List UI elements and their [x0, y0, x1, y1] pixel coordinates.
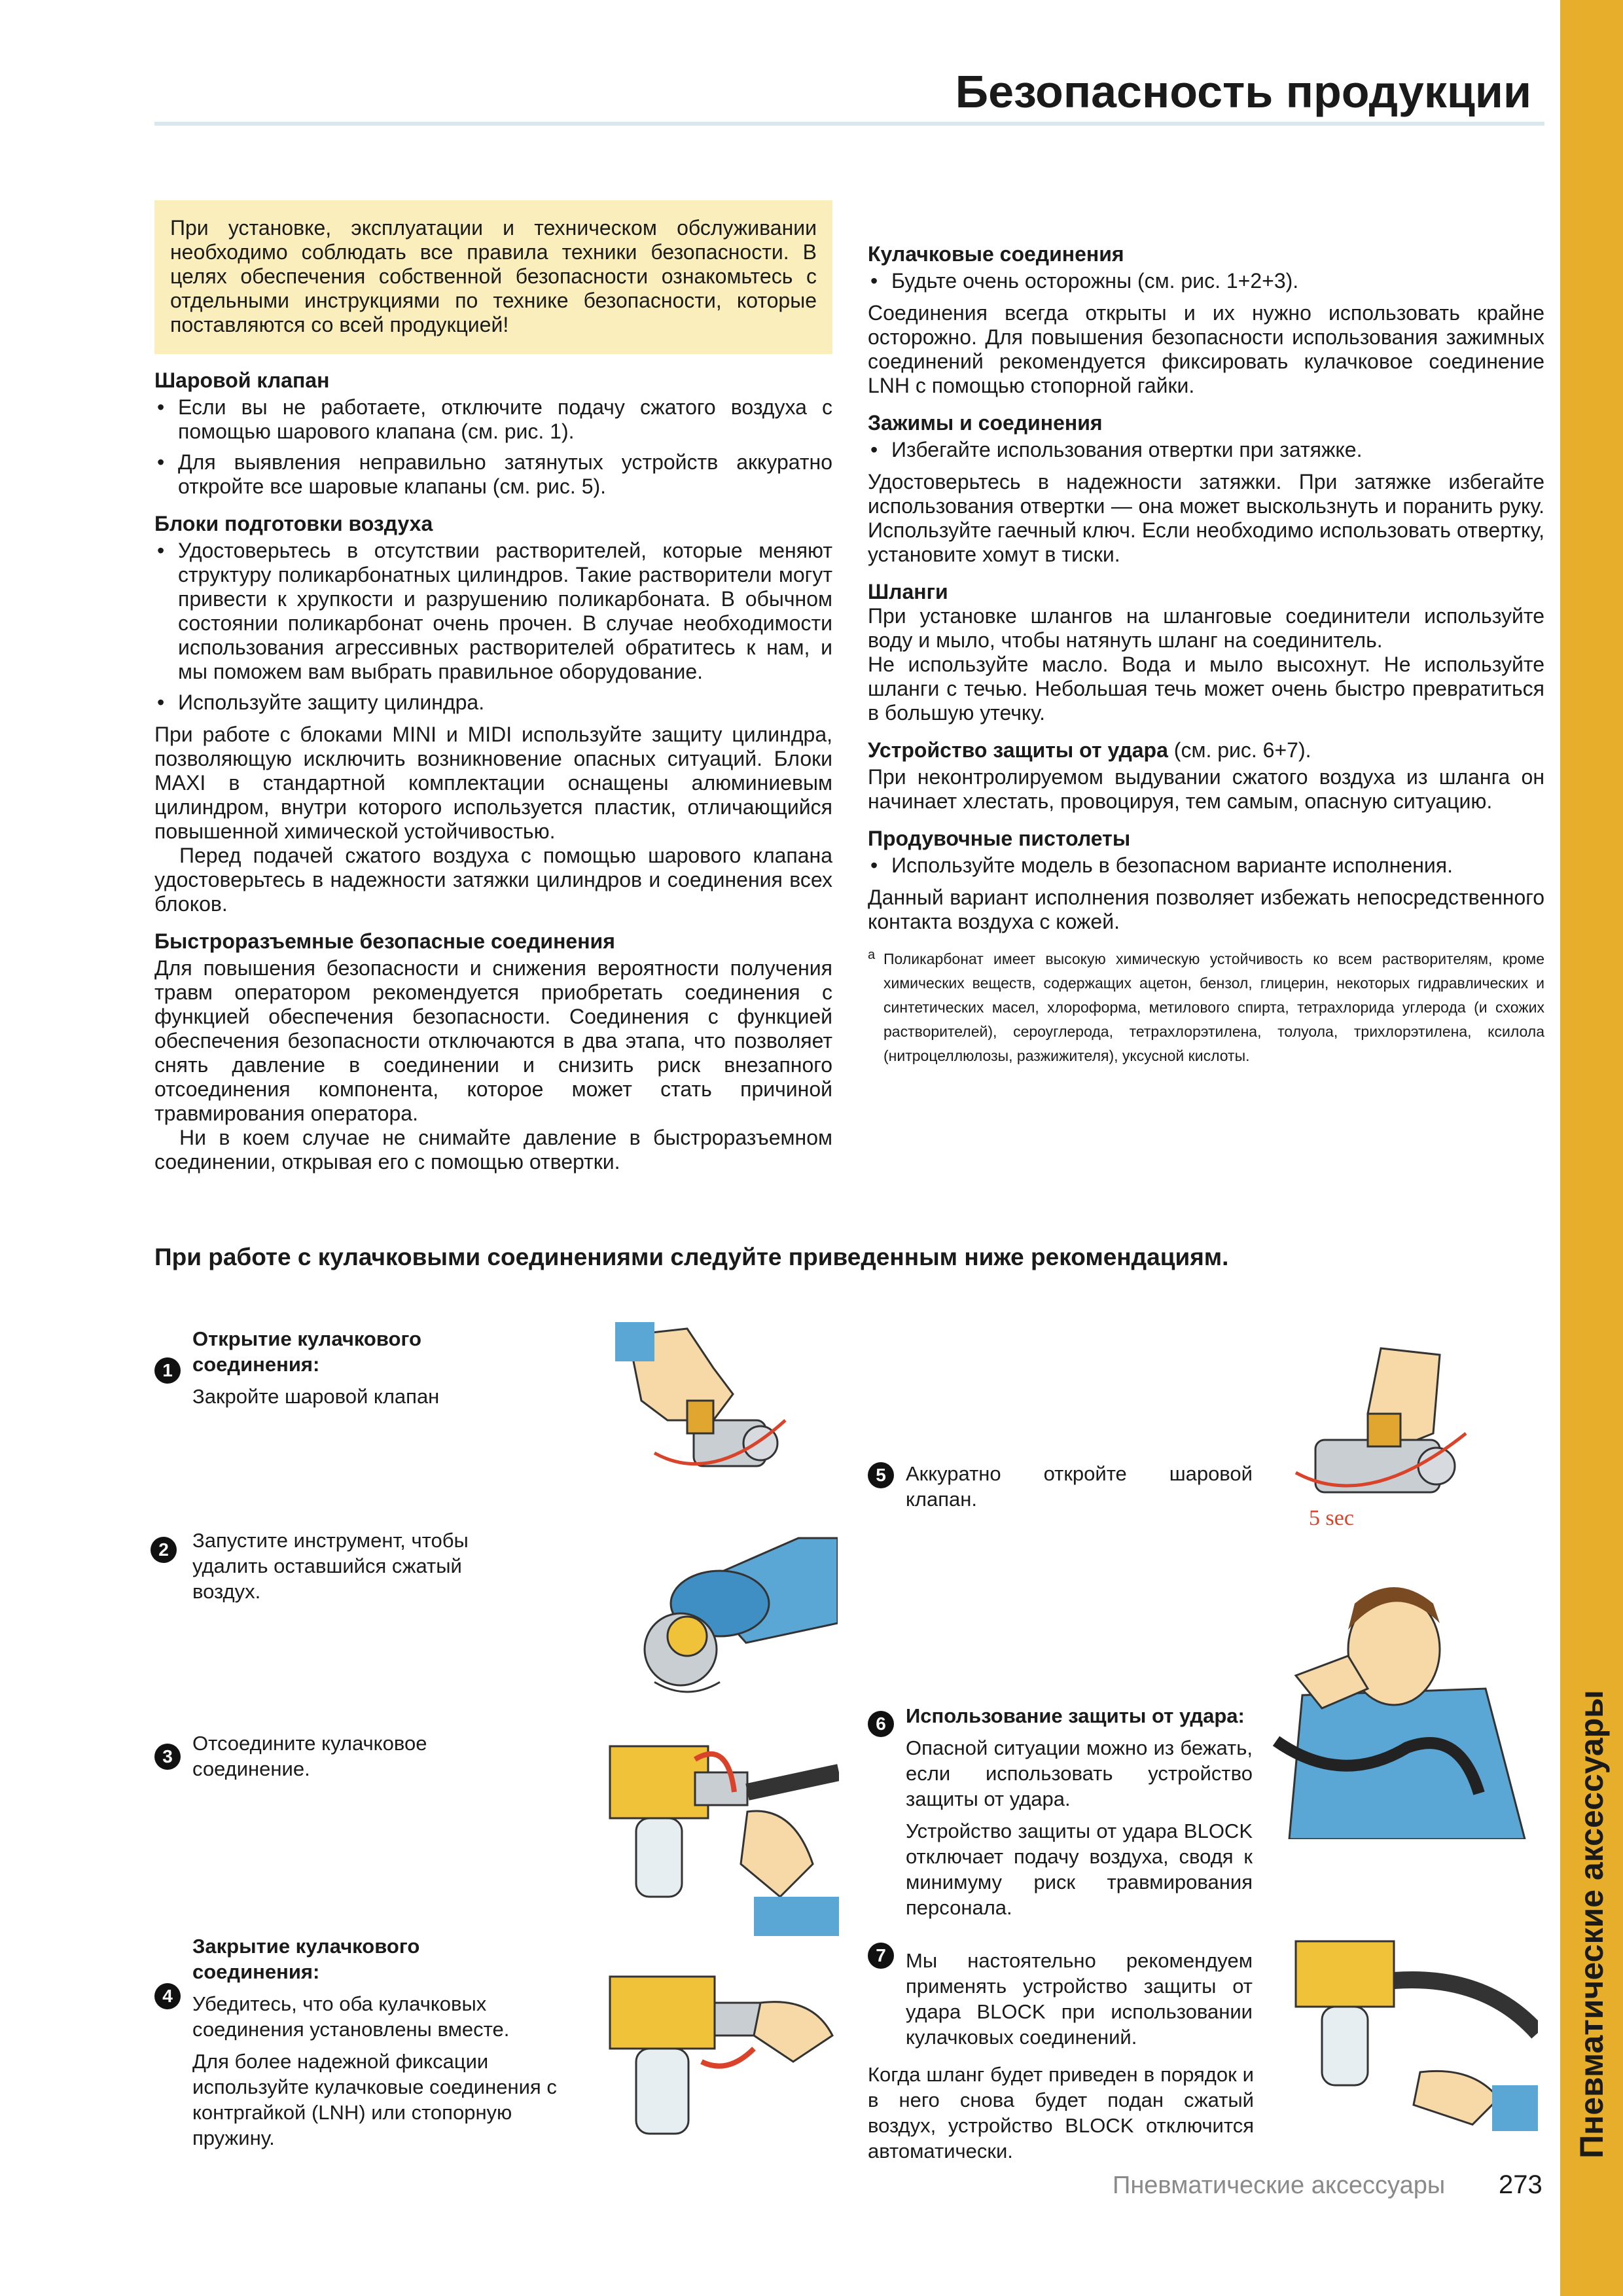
paragraph: Данный вариант исполнения позволяет избежать непосредственного контакта воздуха с кожей. — [868, 886, 1544, 933]
step-text: Убедитесь, что оба кулачковых соединения установлены вместе. — [192, 1992, 510, 2041]
step-number: 4 — [154, 1983, 181, 2009]
blow-guns-section — [868, 827, 1544, 934]
paragraph: Перед подачей сжатого воздуха с помощью шарового клапана удостоверьтесь в надежности затяжки цилиндров и соединения всех блоков. — [154, 844, 832, 916]
step-3 — [192, 1731, 493, 1788]
filter-bowl — [1322, 2007, 1368, 2085]
step-7 — [906, 1948, 1253, 2056]
step-7-illustration — [1289, 1935, 1538, 2131]
grinder-head — [668, 1617, 707, 1656]
section-title — [868, 738, 1544, 762]
step-number: 3 — [154, 1744, 181, 1770]
step-6-illustration — [1263, 1577, 1538, 1839]
step-4 — [192, 1933, 559, 2157]
filter-bowl — [636, 1818, 682, 1897]
list-item: • Избегайте использования отвертки при затяжке. — [868, 438, 1544, 462]
step-text: Опасной ситуации можно из бежать, если использовать устройство защиты от удара. — [906, 1736, 1253, 1810]
safety-notice: При установке, эксплуатации и техническом обслуживании необходимо соблюдать все правила техники безопасности. В целях обеспечения собственной безопасности ознакомьтесь с отдельными инструкциями по технике безопасности, которые поставляются со всей продукцией! — [154, 200, 832, 354]
bullet-list — [868, 438, 1544, 462]
title-divider — [154, 122, 1544, 126]
bullet-list — [868, 269, 1544, 293]
step-text: Для более надежной фиксации используйте кулачковые соединения с контргайкой (LNH) или стопорную пружину. — [192, 2050, 557, 2149]
section-title: Шланги — [868, 580, 948, 603]
footnote — [868, 947, 1544, 1068]
list-item: • Для выявления неправильно затянутых устройств аккуратно откройте все шаровые клапаны (см. рис. 5). — [154, 450, 832, 499]
hand — [741, 1811, 813, 1897]
valve-handle — [1368, 1414, 1400, 1446]
step-number: 2 — [151, 1537, 177, 1563]
right-column — [868, 242, 1544, 1068]
step-text: Когда шланг будет приведен в порядок и в него снова будет подан сжатый воздух, устройство BLOCK отключится автоматически. — [868, 2063, 1254, 2162]
regulator-body — [610, 1977, 715, 2049]
list-item: • Удостоверьтесь в отсутствии растворителей, которые меняют структуру поликарбонатных цилиндров. Такие растворители могут привести к хрупкости и разрушению поликарбоната. В обычном состоянии поликарбонат очень прочен. В случае необходимости использования агрессивных растворителей обратитесь к нам, и мы поможем вам выбрать правильное оборудование. — [154, 539, 832, 684]
paragraph: При работе с блоками MINI и MIDI используйте защиту цилиндра, позволяющую исключить возникновение опасных ситуаций. Блоки MAXI в стандартной комплектации оснащены алюминиевым цилиндром, внутри которого используется пластик, отличающийся повышенной химической устойчивостью. — [154, 723, 832, 843]
footnote-text: Поликарбонат имеет высокую химическую устойчивость ко всем растворителям, кроме химических веществ, содержащих ацетон, бензол, глицерин, некоторых гидравлических и синтетических масел, хлороформа, метилового спирта, тетрахлорида углерода (и схожих растворителей), сероуглерода, тетрахлорэтилена, толуола, трихлорэтилена, ксилола (нитроцеллюлозы, разжижителя), уксусной кислоты. — [883, 950, 1544, 1064]
step-title: Открытие кулачкового соединения: — [192, 1327, 421, 1376]
section-title: Кулачковые соединения — [868, 242, 1124, 266]
hand — [1414, 2071, 1499, 2125]
section-title: Быстроразъемные безопасные соединения — [154, 929, 615, 953]
step-5 — [906, 1461, 1253, 1518]
hose — [1394, 1980, 1538, 2033]
bullet-list — [154, 539, 832, 715]
step-text: Закройте шаровой клапан — [192, 1385, 440, 1408]
step-title: Использование защиты от удара: — [906, 1704, 1245, 1727]
paragraph: Удостоверьтесь в надежности затяжки. При затяжке избегайте использования отвертки — она может выскользнуть и поранить руку. Используйте гаечный ключ. Если необходимо использовать отвертку, установите хомут в тиски. — [868, 470, 1544, 566]
step-number: 1 — [154, 1357, 181, 1384]
section-title-text: Устройство защиты от удара — [868, 738, 1168, 762]
footnote-mark: а — [868, 948, 876, 962]
clamps-section — [868, 411, 1544, 567]
list-item: • Будьте очень осторожны (см. рис. 1+2+3). — [868, 269, 1544, 293]
section-title: Блоки подготовки воздуха — [154, 512, 433, 535]
step-6 — [906, 1703, 1253, 1927]
coupling — [715, 2003, 760, 2036]
step-4-illustration — [597, 1964, 839, 2173]
bullet-list — [154, 395, 832, 499]
step-text: Мы настоятельно рекомендуем применять устройство защиты от удара BLOCK при использовании кулачковых соединений. — [906, 1949, 1253, 2049]
step-number: 5 — [868, 1462, 894, 1488]
sleeve — [615, 1322, 654, 1361]
footer-section: Пневматические аксессуары — [1113, 2172, 1446, 2199]
step-number: 7 — [868, 1943, 894, 1969]
air-prep-section — [154, 512, 832, 916]
hose — [747, 1772, 839, 1792]
section-title: Продувочные пистолеты — [868, 827, 1131, 850]
sleeve — [1492, 2085, 1538, 2131]
list-item: • Используйте модель в безопасном варианте исполнения. — [868, 853, 1544, 878]
hand — [754, 2002, 832, 2062]
paragraph: Соединения всегда открыты и их нужно использовать крайне осторожно. Для повышения безопасности использования зажимных соединений рекомендуется фиксировать кулачковое соединение LNH с помощью стопорной гайки. — [868, 301, 1544, 397]
left-column — [154, 200, 832, 1187]
list-item: • Используйте защиту цилиндра. — [154, 691, 832, 715]
hoses-section — [868, 580, 1544, 725]
figure-reference: (см. рис. 6+7). — [1168, 738, 1311, 762]
step-1 — [192, 1326, 467, 1416]
step-text: Аккуратно откройте шаровой клапан. — [906, 1462, 1253, 1511]
page-number: 273 — [1499, 2170, 1543, 2199]
coupling — [695, 1772, 747, 1805]
paragraph: Для повышения безопасности и снижения вероятности получения травм оператором рекомендуется приобретать соединения с функцией обеспечения безопасности. Соединения с функцией обеспечения безопасности отключаются в два этапа, что позволяет снять давление в соединении и снизить риск внезапного отсоединения компонента, которое может стать причиной травмирования оператора. — [154, 956, 832, 1125]
step-2 — [192, 1528, 533, 1611]
step-1-illustration — [615, 1322, 831, 1492]
side-tab-label: Пневматические аксессуары — [1573, 1690, 1610, 2159]
timer-label: 5 sec — [1309, 1506, 1354, 1530]
step-text: Запустите инструмент, чтобы удалить оставшийся сжатый воздух. — [192, 1529, 469, 1603]
quick-coupling-section — [154, 929, 832, 1174]
step-text: Устройство защиты от удара BLOCK отключает подачу воздуха, сводя к минимуму риск травмирования персонала. — [906, 1820, 1253, 1919]
regulator-body — [610, 1746, 708, 1818]
paragraph: Не используйте масло. Вода и мыло высохнут. Не используйте шланги с течью. Небольшая течь может очень быстро превратиться в большую утечку. — [868, 653, 1544, 725]
filter-bowl — [636, 2049, 688, 2134]
paragraph: Ни в коем случае не снимайте давление в быстроразъемном соединении, открывая его с помощью отвертки. — [154, 1126, 832, 1174]
section-title: Шаровой клапан — [154, 368, 330, 392]
step-7-continued — [868, 2062, 1254, 2170]
section-title: Зажимы и соединения — [868, 411, 1103, 435]
paragraph: При неконтролируемом выдувании сжатого воздуха из шланга он начинает хлестать, провоцируя, тем самым, опасную ситуацию. — [868, 765, 1544, 813]
step-number: 6 — [868, 1711, 894, 1737]
step-text: Отсоедините кулачковое соединение. — [192, 1732, 427, 1780]
step-3-illustration — [597, 1733, 839, 1936]
cam-section — [868, 242, 1544, 398]
ball-valve-section — [154, 368, 832, 499]
sleeve — [754, 1897, 839, 1936]
paragraph: При установке шлангов на шланговые соединители используйте воду и мыло, чтобы натянуть шланг на соединитель. — [868, 604, 1544, 652]
shock-section — [868, 738, 1544, 814]
rotation-arrow — [702, 2049, 754, 2066]
bullet-list — [868, 853, 1544, 878]
valve-handle — [687, 1401, 713, 1433]
regulator-body — [1296, 1941, 1394, 2007]
page-title: Безопасность продукции — [955, 66, 1531, 117]
recommendations-heading: При работе с кулачковыми соединениями следуйте приведенным ниже рекомендациям. — [154, 1244, 1229, 1270]
step-title: Закрытие кулачкового соединения: — [192, 1935, 420, 1983]
step-2-illustration — [641, 1532, 838, 1708]
step-5-illustration — [1270, 1335, 1486, 1545]
list-item: • Если вы не работаете, отключите подачу сжатого воздуха с помощью шарового клапана (см. рис. 1). — [154, 395, 832, 444]
